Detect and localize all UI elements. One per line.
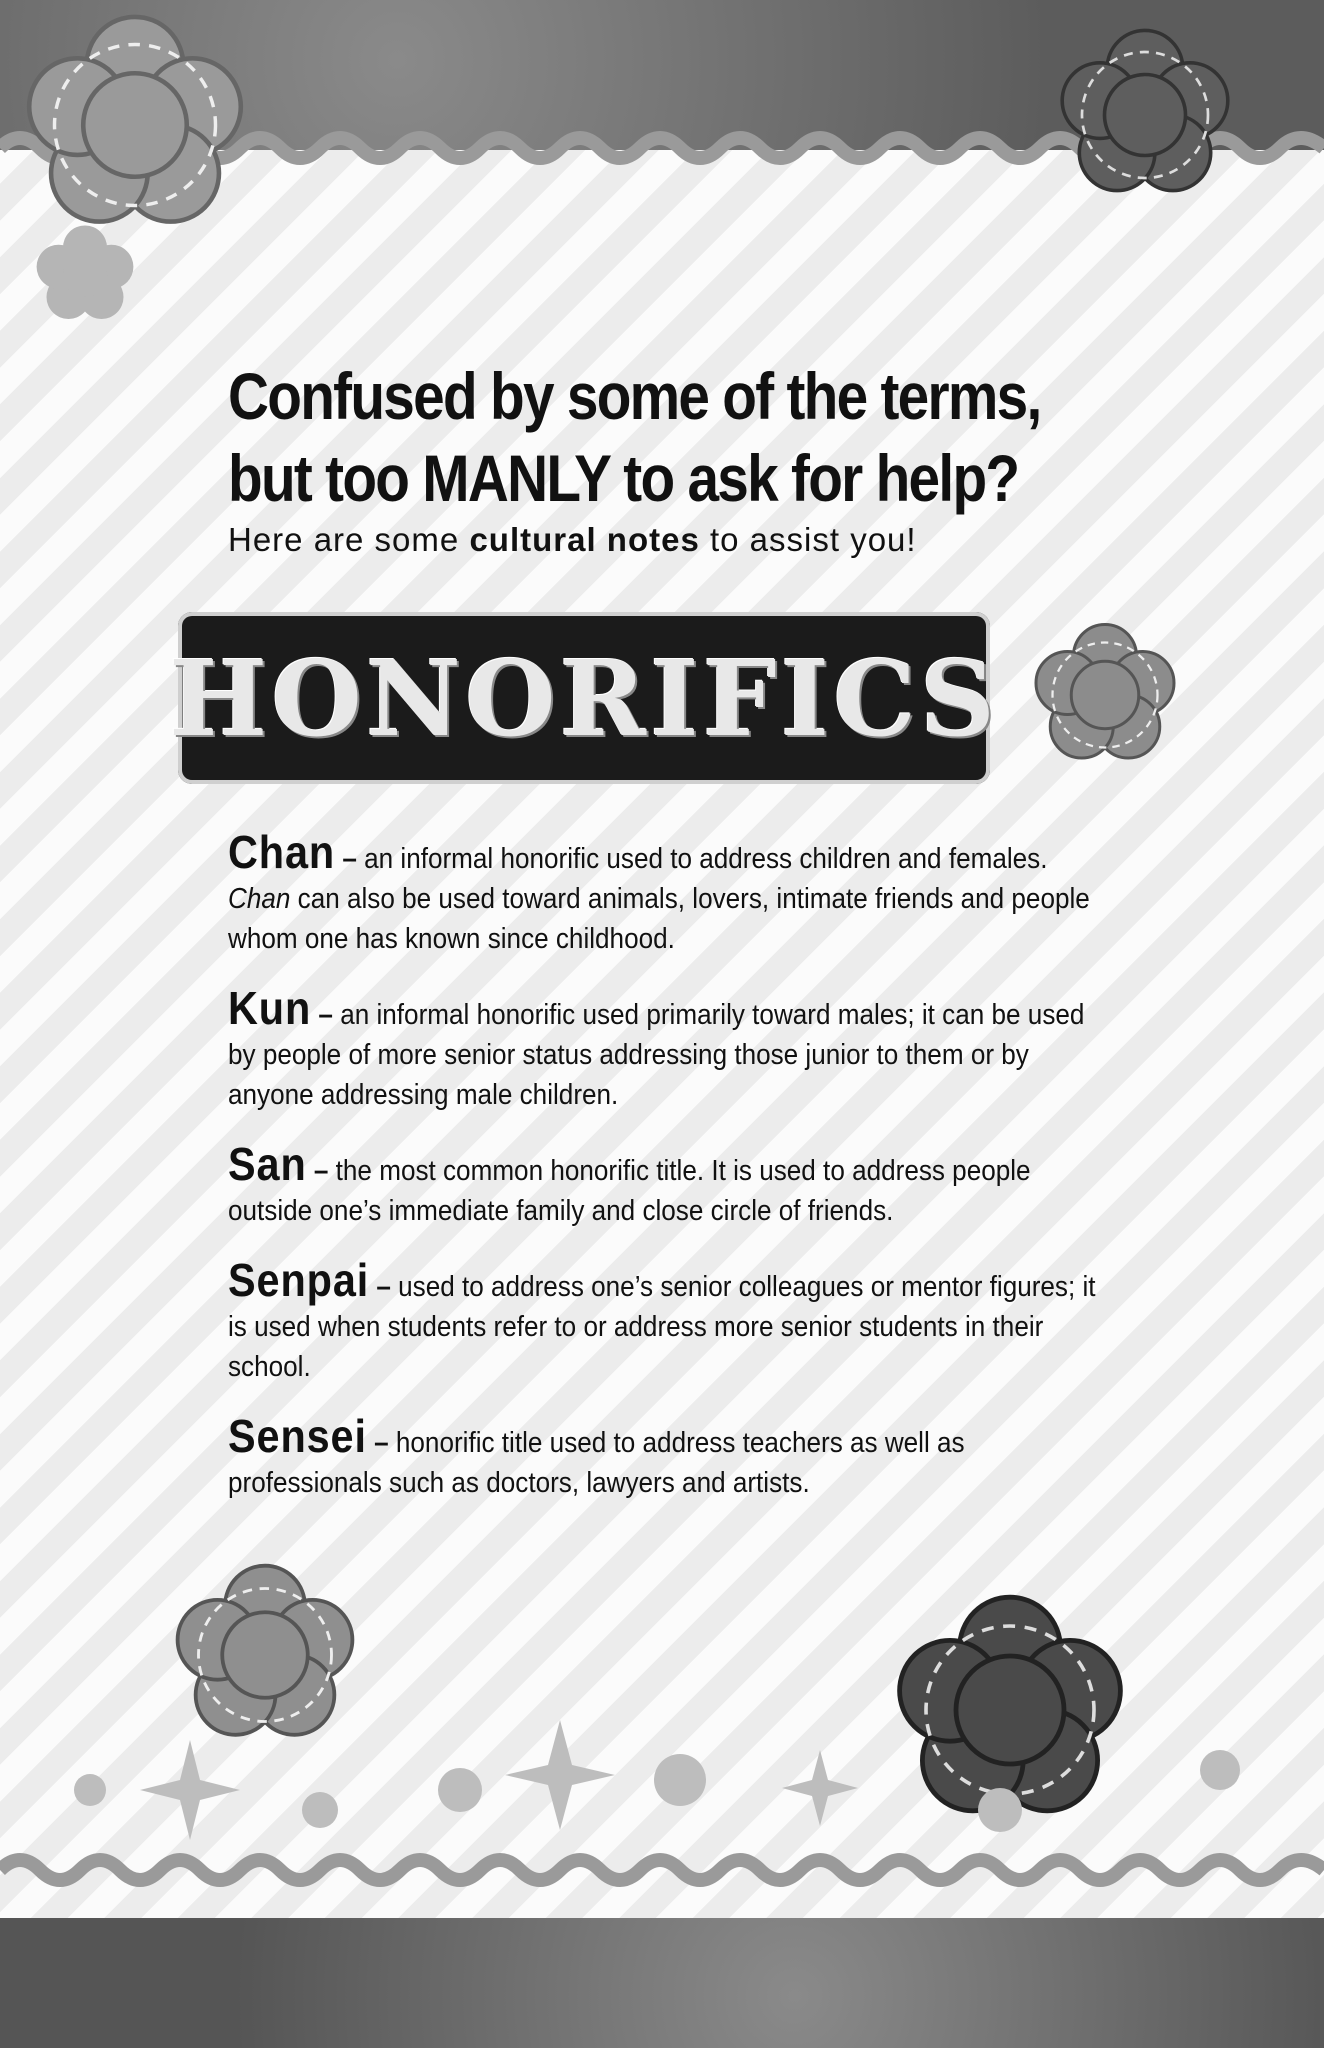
term-name: Chan [228, 826, 336, 878]
badge-title: HONORIFICS [169, 636, 999, 760]
term-chan [228, 826, 1106, 959]
term-name: San [228, 1138, 307, 1190]
flower-patch-icon [20, 10, 250, 240]
term-dash: – [335, 843, 365, 875]
headline-line-2: but too MANLY to ask for help? [228, 441, 1019, 515]
term-definition: honorific title used to address teachers as well as professionals such as doctors, lawyers and artists. [228, 1427, 965, 1499]
bottom-border-band [0, 1918, 1324, 2048]
term-definition: the most common honorific title. It is used to address people outside one’s immediate family and close circle of friends. [228, 1155, 1031, 1227]
term-dash: – [311, 999, 341, 1031]
subheadline [228, 521, 1128, 559]
term-name: Kun [228, 982, 312, 1034]
small-flower-icon [30, 220, 140, 330]
honorifics-badge [169, 612, 999, 784]
term-definition: used to address one’s senior colleagues or mentor figures; it is used when students refer to or address more senior students in their school. [228, 1271, 1096, 1383]
terms-list [228, 826, 1108, 1532]
subheadline-bold: cultural notes [469, 521, 700, 558]
term-definition-italic: Chan [228, 883, 291, 915]
term-dash: – [366, 1427, 396, 1459]
term-senpai [228, 1254, 1106, 1387]
term-dash: – [306, 1155, 336, 1187]
term-san [228, 1138, 1106, 1231]
headline-block [228, 355, 1128, 559]
subheadline-suffix: to assist you! [699, 521, 917, 558]
term-definition: an informal honorific used primarily toward males; it can be used by people of more senior status addressing those junior to them or by anyone addressing male children. [228, 999, 1085, 1111]
term-definition: can also be used toward animals, lovers, intimate friends and people whom one has known since childhood. [228, 883, 1090, 955]
term-kun [228, 982, 1106, 1115]
flower-patch-icon [1030, 620, 1180, 770]
bottom-sparkle-decoration [0, 1720, 1324, 1850]
subheadline-prefix: Here are some [228, 521, 470, 558]
term-name: Senpai [228, 1254, 370, 1306]
term-sensei [228, 1410, 1106, 1503]
term-definition: an informal honorific used to address children and females. [364, 843, 1048, 875]
dark-flower-patch-icon [1055, 25, 1235, 205]
headline-line-1: Confused by some of the terms, [228, 359, 1041, 433]
term-name: Sensei [228, 1410, 367, 1462]
term-dash: – [369, 1271, 399, 1303]
bottom-ric-rac-trim [0, 1850, 1324, 1890]
